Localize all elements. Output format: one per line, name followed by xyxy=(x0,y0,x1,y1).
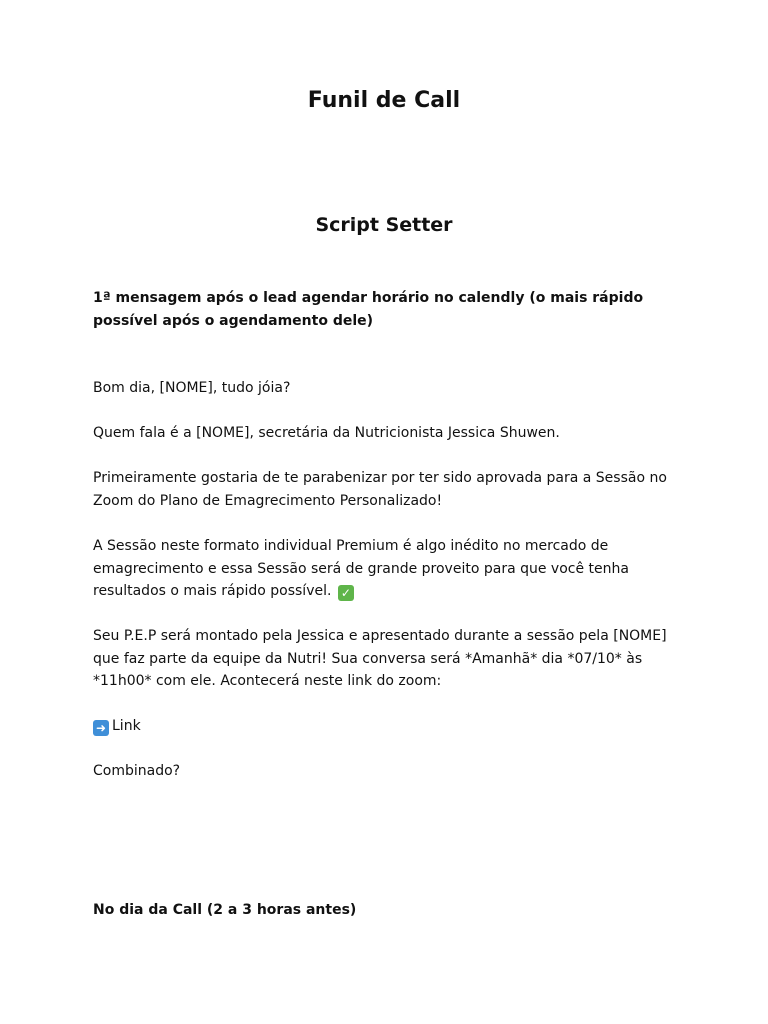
pep-info-paragraph: Seu P.E.P será montado pela Jessica e apresentado durante a sessão pela [NOME] que faz parte da equipe da Nutri! Sua conversa será *Amanhã* dia *07/10* às *11h00* com ele. Acontecerá neste link do zoom: xyxy=(93,628,667,690)
link-paragraph xyxy=(93,715,683,738)
session-info-paragraph xyxy=(93,535,683,603)
intro-paragraph: Quem fala é a [NOME], secretária da Nutricionista Jessica Shuwen. xyxy=(93,425,560,441)
right-arrow-icon: ➜ xyxy=(93,720,109,736)
section-title: Script Setter xyxy=(315,214,453,236)
session-info-text: A Sessão neste formato individual Premium é algo inédito no mercado de emagrecimento e essa Sessão será de grande proveito para que você tenha resultados o mais rápido possível. xyxy=(93,538,629,600)
check-mark-icon: ✓ xyxy=(338,585,354,601)
greeting-paragraph: Bom dia, [NOME], tudo jóia? xyxy=(93,380,291,396)
first-message-heading: 1ª mensagem após o lead agendar horário no calendly (o mais rápido possível após o agendamento dele) xyxy=(93,290,644,329)
closing-paragraph: Combinado? xyxy=(93,763,181,779)
zoom-link[interactable]: Link xyxy=(112,718,141,734)
call-day-heading: No dia da Call (2 a 3 horas antes) xyxy=(93,902,357,918)
congrats-paragraph: Primeiramente gostaria de te parabenizar por ter sido aprovada para a Sessão no Zoom do Plano de Emagrecimento Personalizado! xyxy=(93,470,667,509)
document-title: Funil de Call xyxy=(307,88,461,113)
